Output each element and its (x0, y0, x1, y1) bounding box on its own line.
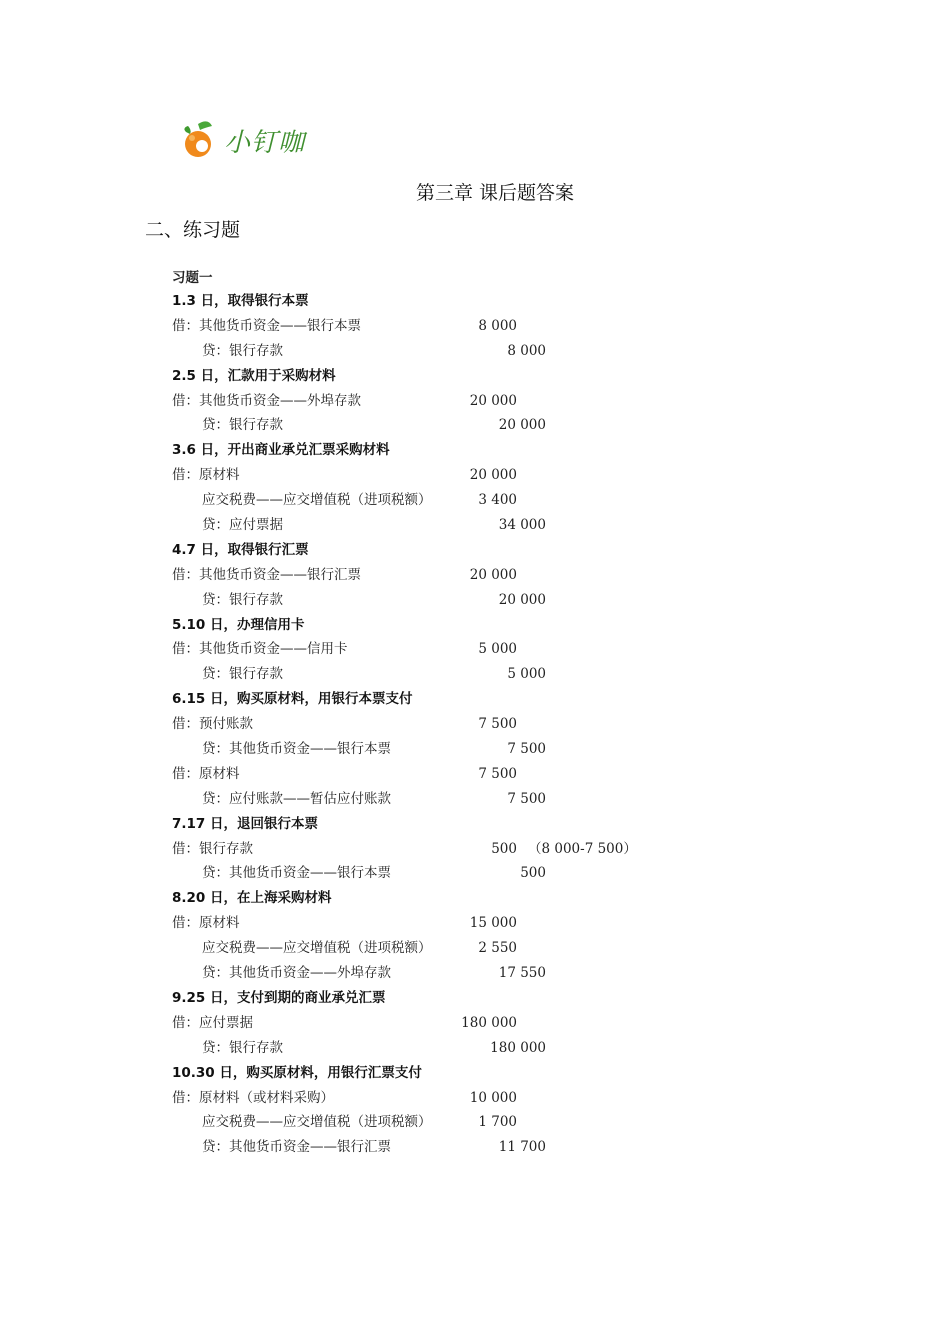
journal-line (0, 662, 950, 687)
entry-text: 贷：银行存款 (202, 666, 283, 683)
entry-text: 借：应付票据 (172, 1014, 253, 1031)
entry-heading (0, 364, 950, 389)
journal-line (0, 1086, 950, 1111)
journal-line (0, 737, 950, 762)
entry-text: 贷：银行存款 (202, 342, 283, 359)
entry-amount: 3 400 (478, 492, 517, 509)
journal-line (0, 787, 950, 812)
entry-text: 借：原材料 (172, 915, 240, 932)
entry-amount: 20 000 (498, 591, 546, 608)
entry-heading (0, 986, 950, 1011)
entry-note: （8 000-7 500） (528, 840, 637, 857)
entry-amount: 20 000 (469, 467, 517, 484)
entry-text: 6.15 日，购买原材料，用银行本票支付 (172, 691, 413, 708)
entry-text: 借：其他货币资金——信用卡 (172, 641, 348, 658)
entry-text: 贷：其他货币资金——银行本票 (202, 865, 391, 882)
entry-amount: 10 000 (469, 1089, 517, 1106)
entry-amount: 180 000 (461, 1014, 517, 1031)
journal-entries (0, 289, 950, 1160)
journal-line (0, 637, 950, 662)
entry-heading (0, 538, 950, 563)
journal-line (0, 413, 950, 438)
entry-text: 借：其他货币资金——外埠存款 (172, 392, 361, 409)
entry-amount: 8 000 (507, 342, 546, 359)
journal-line (0, 762, 950, 787)
entry-text: 9.25 日，支付到期的商业承兑汇票 (172, 989, 386, 1006)
entry-amount: 15 000 (469, 915, 517, 932)
entry-text: 应交税费——应交增值税（进项税额） (202, 940, 432, 957)
journal-line (0, 389, 950, 414)
entry-text: 1.3 日，取得银行本票 (172, 293, 309, 309)
entry-heading (0, 438, 950, 463)
entry-amount: 5 000 (478, 641, 517, 658)
journal-line (0, 1110, 950, 1135)
entry-text: 2.5 日，汇款用于采购材料 (172, 367, 336, 384)
entry-text: 3.6 日，开出商业承兑汇票采购材料 (172, 442, 390, 459)
entry-amount: 34 000 (498, 517, 546, 534)
journal-line (0, 513, 950, 538)
journal-line (0, 861, 950, 886)
entry-text: 借：原材料 (172, 467, 240, 484)
entry-heading (0, 613, 950, 638)
entry-amount: 2 550 (478, 940, 517, 957)
journal-line (0, 911, 950, 936)
entry-text: 借：原材料 (172, 765, 240, 782)
journal-line (0, 588, 950, 613)
entry-amount: 500 (520, 865, 546, 882)
entry-text: 借：预付账款 (172, 716, 253, 733)
entry-text: 应交税费——应交增值税（进项税额） (202, 492, 432, 509)
entry-amount: 7 500 (478, 765, 517, 782)
entry-text: 10.30 日，购买原材料，用银行汇票支付 (172, 1064, 422, 1081)
journal-line (0, 463, 950, 488)
entry-heading (0, 812, 950, 837)
entry-text: 借：银行存款 (172, 840, 253, 857)
entry-text: 借：其他货币资金——银行本票 (172, 317, 361, 334)
journal-line (0, 712, 950, 737)
entry-amount: 7 500 (507, 741, 546, 758)
entry-heading (0, 687, 950, 712)
journal-line (0, 1011, 950, 1036)
entry-text: 贷：其他货币资金——外埠存款 (202, 965, 391, 982)
entry-amount: 1 700 (478, 1114, 517, 1131)
entry-amount: 180 000 (490, 1039, 546, 1056)
entry-text: 5.10 日，办理信用卡 (172, 616, 305, 633)
entry-amount: 20 000 (469, 392, 517, 409)
entry-amount: 5 000 (507, 666, 546, 683)
entry-text: 贷：应付票据 (202, 517, 283, 534)
entry-amount: 11 700 (498, 1139, 546, 1156)
entry-text: 8.20 日，在上海采购材料 (172, 890, 332, 907)
logo-text: 小钉咖 (224, 128, 306, 158)
journal-line (0, 837, 950, 862)
entry-text: 贷：应付账款——暂估应付账款 (202, 790, 391, 807)
journal-line (0, 488, 950, 513)
orange-fruit-icon (178, 118, 222, 162)
exercise-label: 习题一 (172, 270, 213, 286)
entry-heading (0, 886, 950, 911)
journal-line (0, 1036, 950, 1061)
entry-text: 借：原材料（或材料采购） (172, 1089, 334, 1106)
journal-line (0, 314, 950, 339)
journal-line (0, 563, 950, 588)
entry-text: 贷：其他货币资金——银行本票 (202, 741, 391, 758)
entry-text: 借：其他货币资金——银行汇票 (172, 566, 361, 583)
entry-amount: 8 000 (478, 317, 517, 334)
entry-text: 4.7 日，取得银行汇票 (172, 541, 309, 558)
brand-logo (178, 118, 318, 164)
entry-amount: 17 550 (498, 965, 546, 982)
entry-text: 贷：其他货币资金——银行汇票 (202, 1139, 391, 1156)
entry-text: 应交税费——应交增值税（进项税额） (202, 1114, 432, 1131)
page-title: 第三章 课后题答案 (415, 182, 575, 204)
entry-amount: 20 000 (498, 417, 546, 434)
entry-text: 贷：银行存款 (202, 417, 283, 434)
entry-amount: 20 000 (469, 566, 517, 583)
entry-text: 贷：银行存款 (202, 1039, 283, 1056)
entry-heading (0, 289, 950, 314)
entry-amount: 500 (491, 840, 517, 857)
section-heading: 二、练习题 (145, 219, 241, 241)
entry-amount: 7 500 (478, 716, 517, 733)
journal-line (0, 1135, 950, 1160)
journal-line (0, 339, 950, 364)
entry-text: 贷：银行存款 (202, 591, 283, 608)
entry-heading (0, 1061, 950, 1086)
journal-line (0, 961, 950, 986)
entry-text: 7.17 日，退回银行本票 (172, 815, 319, 832)
entry-amount: 7 500 (507, 790, 546, 807)
journal-line (0, 936, 950, 961)
